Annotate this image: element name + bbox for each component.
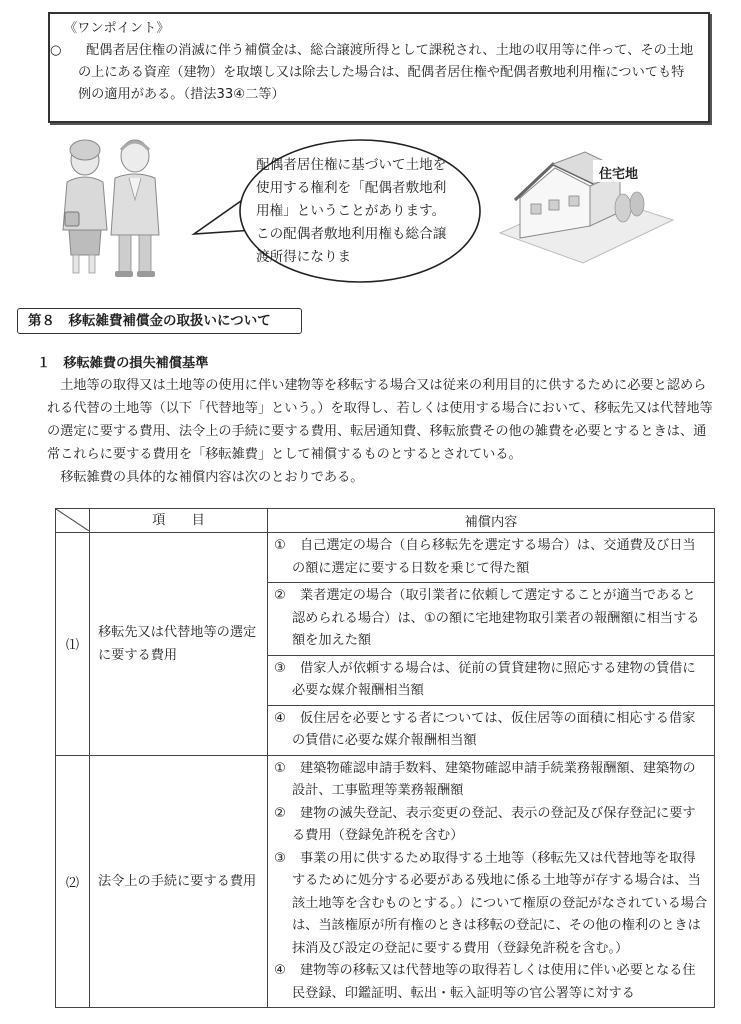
table-header-row [56, 509, 715, 533]
entry-mark: ④ [274, 710, 286, 726]
subsection-heading: １ 移転雑費の損失補償基準 [37, 356, 209, 371]
entry-text: 仮住居を必要とする者については、仮住居等の面積に相応する借家の賃借に必要な媒介報酬相当額 [292, 710, 696, 748]
one-point-title: 《ワンポイント》 [64, 21, 170, 36]
compensation-table [55, 508, 715, 1008]
one-point-box [48, 12, 710, 123]
content-entry [274, 758, 708, 803]
entry-text: 事業の用に供するため取得する土地等（移転先又は代替地等を取得するために処分する必要がある残地に係る土地等が存する場合は、当該土地等を含むものとする。）について権原の登記がなされている場合は、当該権原が所有権のときは移転の登記に、その他の権利のときは抹消及び設定の登記に要する費用（登録免許税を含む。） [292, 850, 708, 956]
content-entry [274, 803, 708, 848]
table-row [56, 755, 715, 1008]
entry-mark: ③ [274, 850, 286, 866]
row-item: 法令上の手続に要する費用 [90, 755, 268, 1008]
entry-mark: ② [274, 588, 286, 603]
content-entry [268, 533, 715, 583]
content-header: 補償内容 [268, 509, 715, 533]
content-entry-group [268, 755, 715, 1008]
section-heading: 第８ 移転雑費補償金の取扱いについて [17, 308, 302, 334]
residential-land-sign: 住宅地 [599, 167, 639, 182]
entry-mark: ③ [274, 660, 286, 676]
body-text [47, 374, 713, 489]
content-entry [268, 583, 715, 656]
content-entry [268, 655, 715, 705]
entry-mark: ① [274, 538, 286, 553]
entry-text: 業者選定の場合（取引業者に依頼して選定することが適当であると認められる場合）は、①の額に宅地建物取引業者の報酬額に相当する額を加えた額 [292, 588, 700, 648]
entry-text: 自己選定の場合（自ら移転先を選定する場合）は、交通費及び日当の額に選定に要する日数を乗じて得た額 [292, 538, 696, 576]
entry-text: 借家人が依頼する場合は、従前の賃貸建物に照応する建物の賃借に必要な媒介報酬相当額 [292, 660, 696, 698]
speech-bubble [188, 138, 488, 288]
table-row [56, 533, 715, 583]
entry-text: 建物等の移転又は代替地等の取得若しくは使用に伴い必要となる住民登録、印鑑証明、転出・転入証明等の官公署等に対する [292, 963, 696, 1001]
content-entry [274, 960, 708, 1005]
elderly-couple-illustration [55, 130, 175, 280]
entry-mark: ④ [274, 963, 286, 978]
entry-mark: ① [274, 760, 286, 776]
one-point-text [50, 40, 696, 106]
entry-text: 建物の滅失登記、表示変更の登記、表示の登記及び保存登記に要する費用（登録免許税を含む） [292, 805, 696, 843]
row-number: ⑴ [56, 533, 90, 756]
diagonal-header-cell [56, 509, 90, 533]
paragraph: 移転雑費の具体的な補償内容は次のとおりである。 [60, 470, 364, 485]
entry-text: 建築物確認申請手数料、建築物確認申請手続業務報酬額、建築物の設計、工事監理等業務報酬額 [292, 760, 696, 798]
content-entry [274, 848, 708, 961]
residential-land-illustration [495, 138, 675, 268]
circle-marker: ○ [50, 43, 62, 58]
paragraph: 土地等の取得又は土地等の使用に伴い建物等を移転する場合又は従来の利用目的に供するために必要と認められる代替の土地等（以下「代替地等」という。）を取得し、若しくは使用する場合において、移転先又は代替地等の選定に要する費用、法令上の手続に要する費用、転居通知費、移転旅費その他の雑費を必要とするときは、通常これらに要する費用を「移転雑費」として補償するものとするとされている。 [47, 378, 713, 462]
entry-mark: ② [274, 805, 286, 821]
item-header: 項 目 [90, 509, 268, 533]
content-entry [268, 705, 715, 755]
one-point-body: 配偶者居住権の消滅に伴う補償金は、総合譲渡所得として課税され、土地の収用等に伴って、その土地の上にある資産（建物）を取壊し又は除去した場合は、配偶者居住権や配偶者敷地利用権についても特例の適用がある。（措法33④二等） [78, 43, 694, 102]
bubble-text: 配偶者居住権に基づいて土地を使用する権利を「配偶者敷地利用権」ということがあります。この配偶者敷地利用権も総合譲渡所得になりま [256, 157, 447, 265]
row-item: 移転先又は代替地等の選定に要する費用 [90, 533, 268, 756]
row-number: ⑵ [56, 755, 90, 1008]
